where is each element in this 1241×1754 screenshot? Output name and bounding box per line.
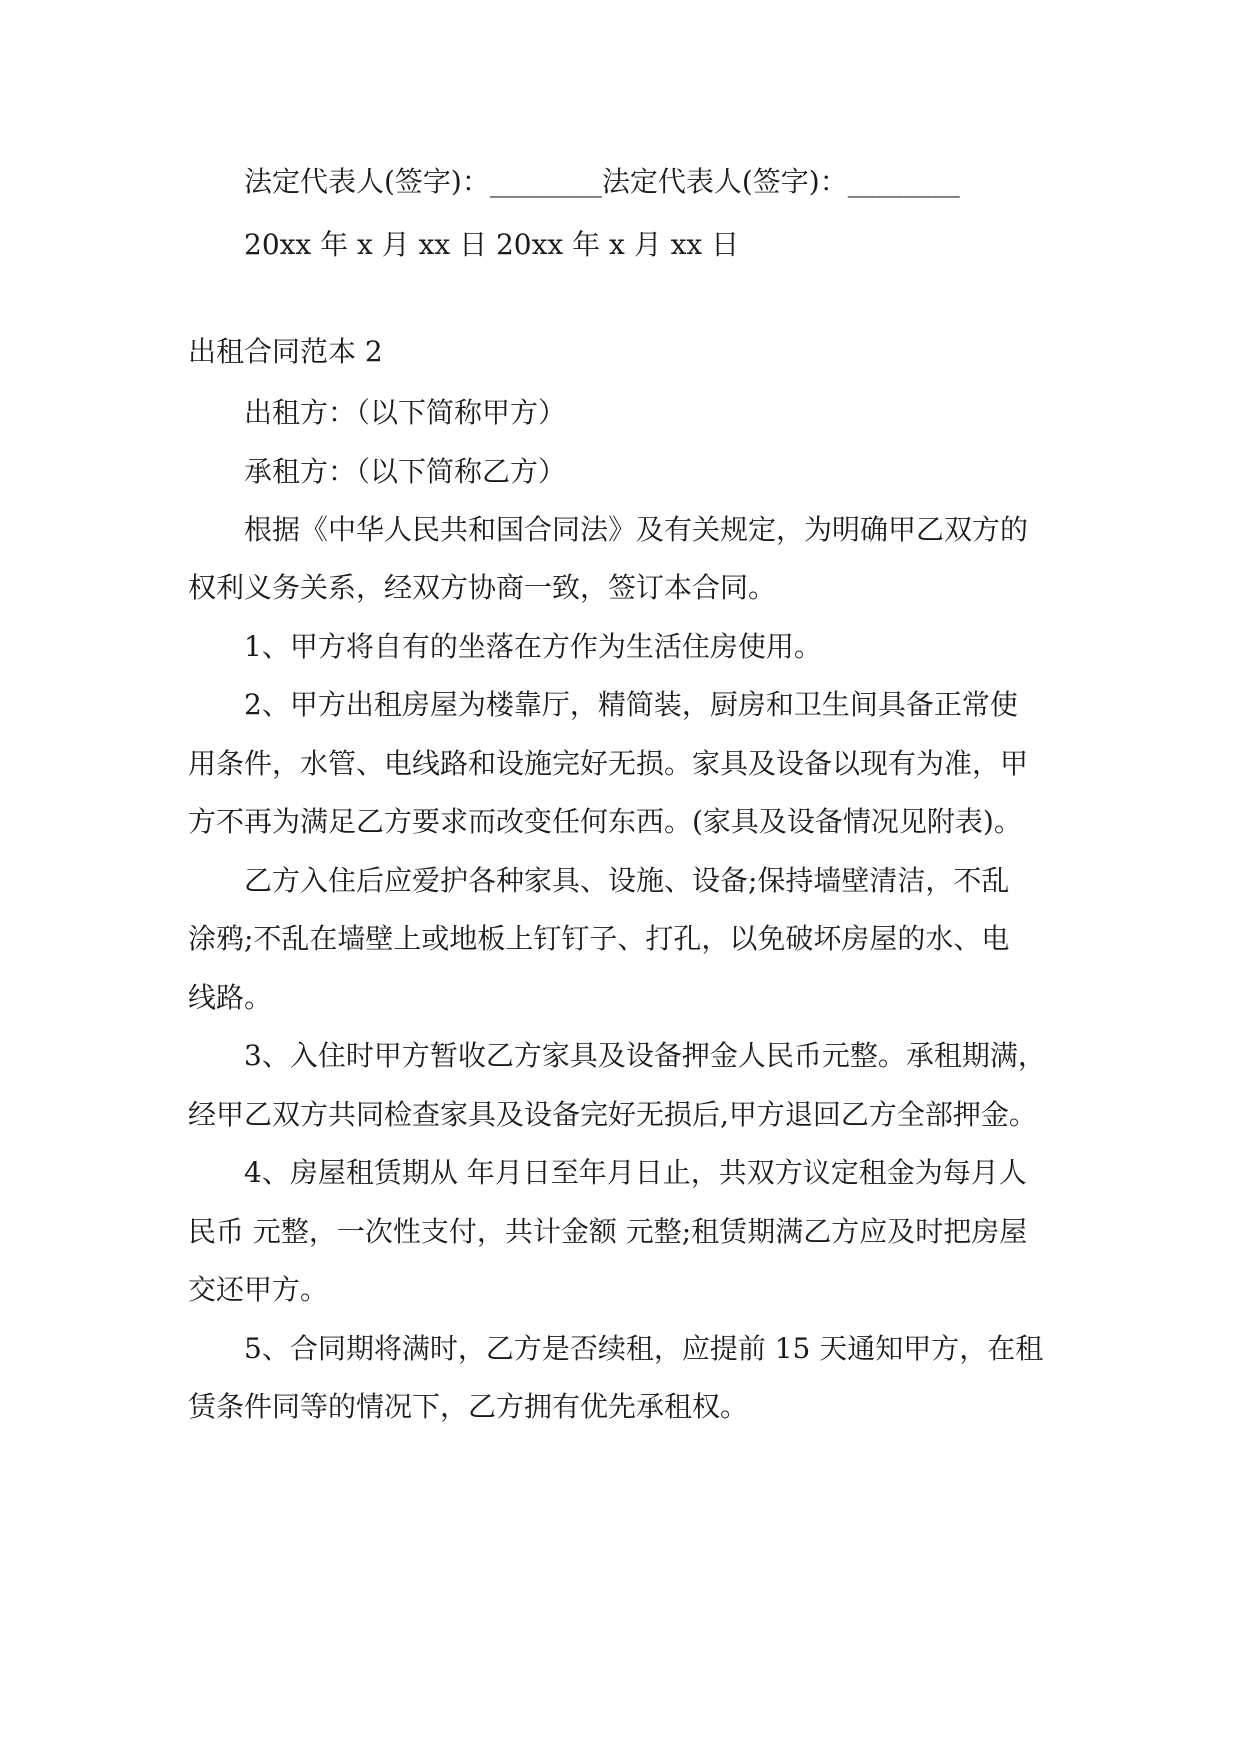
clause-4-line: 交还甲方。 [188, 1273, 329, 1306]
signature-date-line: 20xx 年 x 月 xx 日 20xx 年 x 月 xx 日 [244, 228, 740, 261]
clause-3-line: 经甲乙双方共同检查家具及设备完好无损后,甲方退回乙方全部押金。 [188, 1098, 1037, 1131]
section-heading: 出租合同范本 2 [188, 335, 383, 368]
lessor-line: 出租方：（以下简称甲方） [244, 396, 567, 429]
clause-4-line: 4、房屋租赁期从 年月日至年月日止，共双方议定租金为每月人 [244, 1156, 1027, 1189]
care-paragraph-line: 涂鸦;不乱在墙壁上或地板上钉钉子、打孔，以免破坏房屋的水、电 [188, 922, 1010, 955]
intro-paragraph-line: 根据《中华人民共和国合同法》及有关规定，为明确甲乙双方的 [244, 513, 1029, 546]
clause-3-line: 3、入住时甲方暂收乙方家具及设备押金人民币元整。承租期满， [244, 1039, 1046, 1072]
clause-5-line: 5、合同期将满时，乙方是否续租，应提前 15 天通知甲方，在租 [244, 1332, 1044, 1365]
lessee-line: 承租方：（以下简称乙方） [244, 455, 567, 488]
clause-5-line: 赁条件同等的情况下，乙方拥有优先承租权。 [188, 1390, 749, 1423]
clause-2-line: 方不再为满足乙方要求而改变任何东西。(家具及设备情况见附表)。 [188, 805, 1022, 838]
clause-2-line: 用条件，水管、电线路和设施完好无损。家具及设备以现有为准，甲 [188, 747, 1029, 780]
clause-4-line: 民币 元整，一次性支付，共计金额 元整;租赁期满乙方应及时把房屋 [188, 1215, 1028, 1248]
intro-paragraph-line: 权利义务关系，经双方协商一致，签订本合同。 [188, 571, 777, 604]
clause-1-line: 1、甲方将自有的坐落在方作为生活住房使用。 [244, 630, 822, 663]
clause-2-line: 2、甲方出租房屋为楼靠厅，精简装，厨房和卫生间具备正常使 [244, 688, 1018, 721]
care-paragraph-line: 线路。 [188, 981, 273, 1014]
care-paragraph-line: 乙方入住后应爱护各种家具、设施、设备;保持墙壁清洁，不乱 [244, 864, 1010, 897]
signature-line: 法定代表人(签字)：________法定代表人(签字)：________ [244, 165, 960, 198]
